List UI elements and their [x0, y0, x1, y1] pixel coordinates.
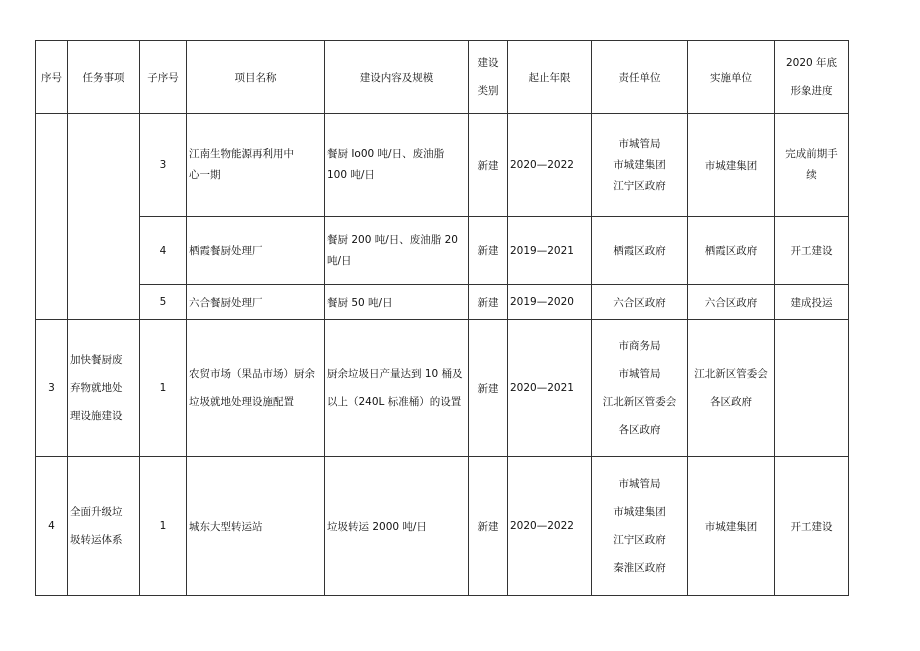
project-cell — [187, 114, 325, 217]
progress-line: 续 — [806, 169, 817, 181]
subseq-cell: 1 — [140, 320, 187, 457]
header-period: 起止年限 — [508, 41, 592, 114]
responsible-line: 江宁区政府 — [613, 179, 666, 192]
table-row — [36, 114, 849, 217]
subseq-cell: 1 — [140, 457, 187, 596]
project-table — [35, 40, 849, 596]
header-subseq: 子序号 — [140, 41, 187, 114]
header-progress-line: 2020 年底 — [785, 57, 838, 69]
responsible-line: 市城建集团 — [613, 158, 666, 171]
header-project: 项目名称 — [187, 41, 325, 114]
category-cell: 新建 — [469, 217, 508, 285]
responsible-line: 江北新区管委会 — [602, 396, 677, 408]
project-cell: 栖霞餐厨处理厂 — [187, 217, 325, 285]
responsible-line: 市城管局 — [618, 137, 661, 150]
header-content: 建设内容及规模 — [325, 41, 469, 114]
content-cell — [325, 114, 469, 217]
subseq-cell: 4 — [140, 217, 187, 285]
task-cell-empty — [68, 114, 140, 320]
header-category — [469, 41, 508, 114]
task-line: 理设施建设 — [70, 410, 123, 422]
period-cell: 2020—2022 — [508, 457, 592, 596]
task-line: 圾转运体系 — [70, 534, 123, 546]
period-cell: 2020—2022 — [508, 114, 592, 217]
content-line: 厨余垃圾日产量达到 10 桶及 — [327, 368, 463, 380]
progress-line: 完成前期手 — [785, 148, 838, 160]
responsible-line: 各区政府 — [618, 424, 661, 436]
responsible-line: 市商务局 — [618, 340, 661, 352]
content-line: 餐厨 Io00 吨/日、废油脂 — [327, 148, 445, 160]
category-cell: 新建 — [469, 320, 508, 457]
table-row — [36, 217, 849, 285]
implementer-line: 各区政府 — [710, 396, 752, 408]
content-cell: 餐厨 50 吨/日 — [325, 285, 469, 320]
header-category-line: 类别 — [477, 85, 499, 97]
project-line: 垃圾就地处理设施配置 — [189, 396, 294, 408]
task-line: 加快餐厨废 — [70, 354, 123, 366]
project-cell: 六合餐厨处理厂 — [187, 285, 325, 320]
header-implementer: 实施单位 — [688, 41, 775, 114]
header-task: 任务事项 — [68, 41, 140, 114]
content-line: 吨/日 — [327, 254, 352, 267]
responsible-line: 市城管局 — [618, 368, 661, 380]
task-cell — [68, 457, 140, 596]
implementer-cell — [688, 320, 775, 457]
responsible-line: 秦淮区政府 — [613, 562, 666, 574]
progress-cell — [775, 114, 849, 217]
responsible-line: 市城建集团 — [613, 506, 666, 518]
responsible-cell — [592, 320, 688, 457]
period-cell: 2019—2020 — [508, 285, 592, 320]
header-row — [36, 41, 849, 114]
content-cell — [325, 320, 469, 457]
project-cell: 城东大型转运站 — [187, 457, 325, 596]
header-progress — [775, 41, 849, 114]
task-line: 全面升级垃 — [70, 506, 123, 518]
seq-cell: 4 — [36, 457, 68, 596]
content-cell — [325, 217, 469, 285]
content-line: 以上（240L 标准桶）的设置 — [327, 396, 462, 408]
header-responsible: 责任单位 — [592, 41, 688, 114]
category-cell: 新建 — [469, 114, 508, 217]
responsible-cell: 六合区政府 — [592, 285, 688, 320]
responsible-cell — [592, 114, 688, 217]
progress-cell: 建成投运 — [775, 285, 849, 320]
implementer-line: 江北新区管委会 — [694, 368, 768, 380]
task-cell — [68, 320, 140, 457]
header-progress-line: 形象进度 — [790, 85, 833, 97]
table-row — [36, 457, 849, 596]
responsible-line: 江宁区政府 — [613, 534, 666, 546]
period-cell: 2019—2021 — [508, 217, 592, 285]
seq-cell: 3 — [36, 320, 68, 457]
seq-cell-empty — [36, 114, 68, 320]
project-line: 农贸市场（果品市场）厨余 — [189, 368, 315, 380]
progress-cell: 开工建设 — [775, 217, 849, 285]
subseq-cell: 3 — [140, 114, 187, 217]
category-cell: 新建 — [469, 285, 508, 320]
responsible-line: 市城管局 — [618, 478, 661, 490]
period-cell: 2020—2021 — [508, 320, 592, 457]
implementer-cell: 市城建集团 — [688, 114, 775, 217]
content-line: 100 吨/日 — [327, 169, 375, 181]
table-row — [36, 320, 849, 457]
progress-cell-empty — [775, 320, 849, 457]
project-line: 心一期 — [189, 169, 221, 181]
project-cell — [187, 320, 325, 457]
content-line: 餐厨 200 吨/日、废油脂 20 — [327, 233, 458, 246]
implementer-cell: 六合区政府 — [688, 285, 775, 320]
task-line: 弃物就地处 — [70, 382, 123, 394]
category-cell: 新建 — [469, 457, 508, 596]
responsible-cell — [592, 457, 688, 596]
header-seq: 序号 — [36, 41, 68, 114]
responsible-cell: 栖霞区政府 — [592, 217, 688, 285]
subseq-cell: 5 — [140, 285, 187, 320]
project-line: 江南生物能源再利用中 — [189, 148, 294, 160]
header-category-line: 建设 — [477, 57, 499, 69]
implementer-cell: 栖霞区政府 — [688, 217, 775, 285]
content-cell: 垃圾转运 2000 吨/日 — [325, 457, 469, 596]
progress-cell: 开工建设 — [775, 457, 849, 596]
implementer-cell: 市城建集团 — [688, 457, 775, 596]
table-row — [36, 285, 849, 320]
